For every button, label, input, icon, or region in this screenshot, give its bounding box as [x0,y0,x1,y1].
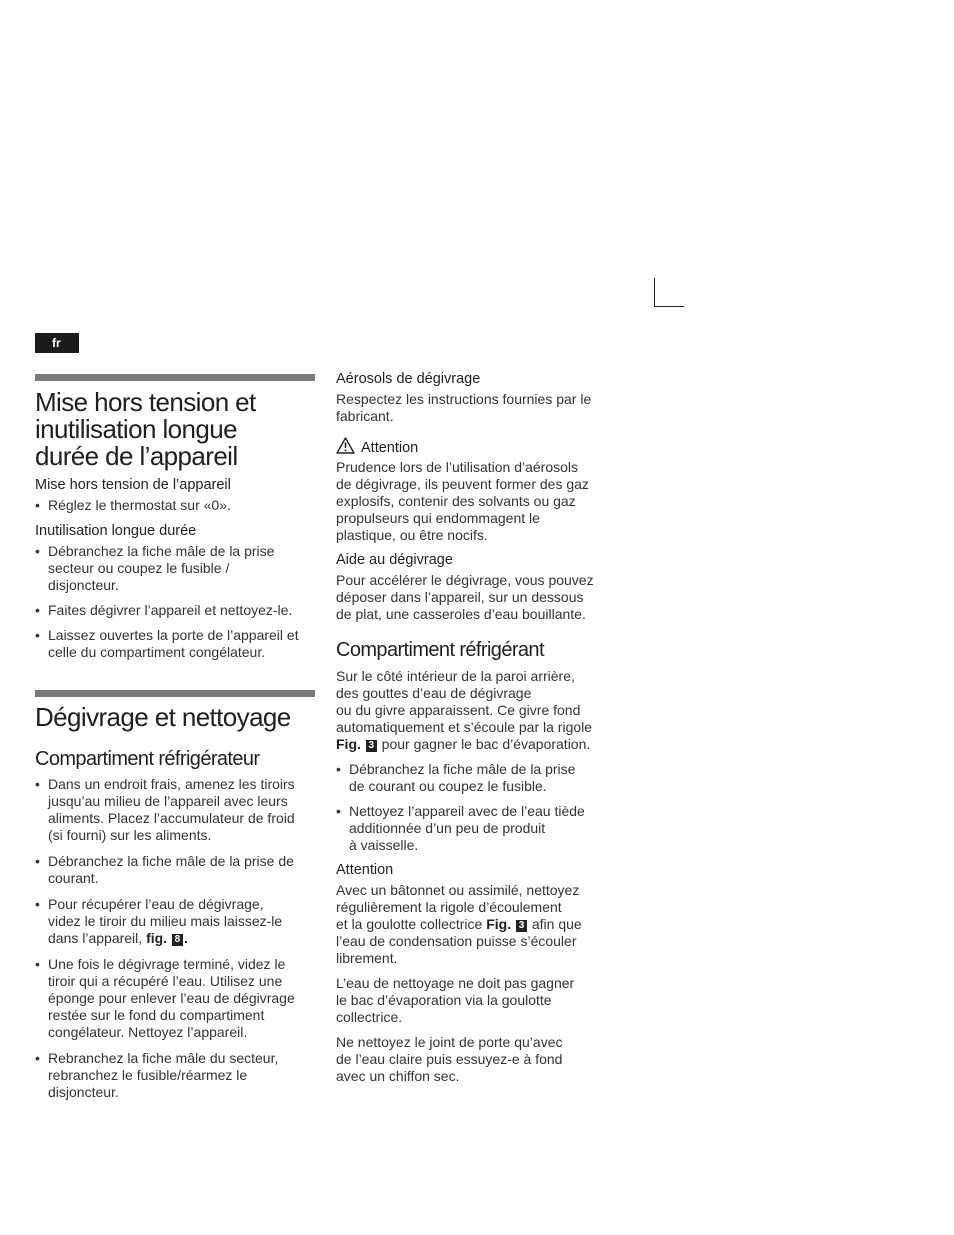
paragraph-attention-2: Avec un bâtonnet ou assimilé, nettoyez régulièrement la rigole d’écoulement et la goulotte collectrice Fig. 3 afin que l’eau de condensation puisse s’écouler librement. [336,882,582,966]
list-item: • Faites dégivrer l’appareil et nettoyez-le. [35,602,317,619]
figure-reference: Fig. [336,736,361,752]
figure-reference: fig. [146,930,168,946]
list-item: • Débranchez la fiche mâle de la prise secteur ou coupez le fusible / disjoncteur. [35,543,317,594]
list-item: • Pour récupérer l’eau de dégivrage, videz le tiroir du milieu mais laissez-le dans l’appareil, fig. 8 . [35,896,317,947]
subheading-attention-2: Attention [336,862,394,878]
paragraph-attention-1: Prudence lors de l’utilisation d’aérosols de dégivrage, ils peuvent former des gaz explosifs, contenir des solvants ou gaz propulseurs qui endommagent le plastique, ou être nocifs. [336,459,589,543]
subheading-aide-degivrage: Aide au dégivrage [336,552,453,568]
paragraph-aide-degivrage: Pour accélérer le dégivrage, vous pouvez déposer dans l’appareil, sur un dessous de plat, une casseroles d’eau bouillante. [336,572,594,622]
subheading-compartiment-refrigerateur: Compartiment réfrigérateur [35,748,260,770]
paragraph-joint-porte: Ne nettoyez le joint de porte qu’avec de l’eau claire puis essuyez-e à fond avec un chiffon sec. [336,1034,563,1084]
subheading-mise-hors-tension: Mise hors tension de l’appareil [35,477,231,493]
figure-number-badge: 3 [516,920,527,932]
section-title-mise-hors-tension: Mise hors tension et inutilisation longue durée de l’appareil [35,387,256,471]
crop-corner-mark [654,278,684,307]
list-degivrage [35,776,317,1101]
warning-triangle-icon [336,437,355,454]
list-compartiment-refrigerant [336,761,616,854]
figure-number-badge: 3 [366,740,377,752]
paragraph-compartiment-refrigerant: Sur le côté intérieur de la paroi arrière, des gouttes d’eau de dégivrage ou du givre apparaissent. Ce givre fond automatiquement et s’écoule par la rigole Fig. 3 pour gagner le bac d’évaporation. [336,668,593,752]
list-item: • Dans un endroit frais, amenez les tiroirs jusqu’au milieu de l’appareil avec leurs aliments. Placez l’accumulateur de froid (si fourni) sur les aliments. [35,776,317,844]
subheading-compartiment-refrigerant: Compartiment réfrigérant [336,639,544,661]
figure-number-badge: 8 [172,934,183,946]
section-rule [35,374,315,381]
list-mise-hors-tension [35,497,317,514]
list-item: • Rebranchez la fiche mâle du secteur, rebranchez le fusible/réarmez le disjoncteur. [35,1050,317,1101]
list-item: • Débranchez la fiche mâle de la prise de courant. [35,853,317,887]
list-inutilisation [35,543,317,661]
subheading-aerosols: Aérosols de dégivrage [336,371,481,387]
section-title-degivrage: Dégivrage et nettoyage [35,702,291,732]
figure-reference: Fig. [486,916,512,932]
paragraph-aerosols: Respectez les instructions fournies par le fabricant. [336,391,592,424]
list-item: • Réglez le thermostat sur «0». [35,497,317,514]
list-item: • Une fois le dégivrage terminé, videz le tiroir qui a récupéré l’eau. Utilisez une éponge pour enlever l’eau de dégivrage restée sur le fond du compartiment congélateur. Nettoyez l’appareil. [35,956,317,1041]
list-item: • Débranchez la fiche mâle de la prise de courant ou coupez le fusible. [336,761,616,795]
language-tab: fr [35,333,79,353]
subheading-inutilisation: Inutilisation longue durée [35,523,197,539]
subheading-attention-1: Attention [336,437,418,457]
section-rule [35,690,315,697]
paragraph-eau-nettoyage: L’eau de nettoyage ne doit pas gagner le bac d’évaporation via la goulotte collectrice. [336,975,575,1025]
list-item: • Laissez ouvertes la porte de l’appareil et celle du compartiment congélateur. [35,627,317,661]
list-item: • Nettoyez l’appareil avec de l’eau tiède additionnée d’un peu de produit à vaisselle. [336,803,616,854]
